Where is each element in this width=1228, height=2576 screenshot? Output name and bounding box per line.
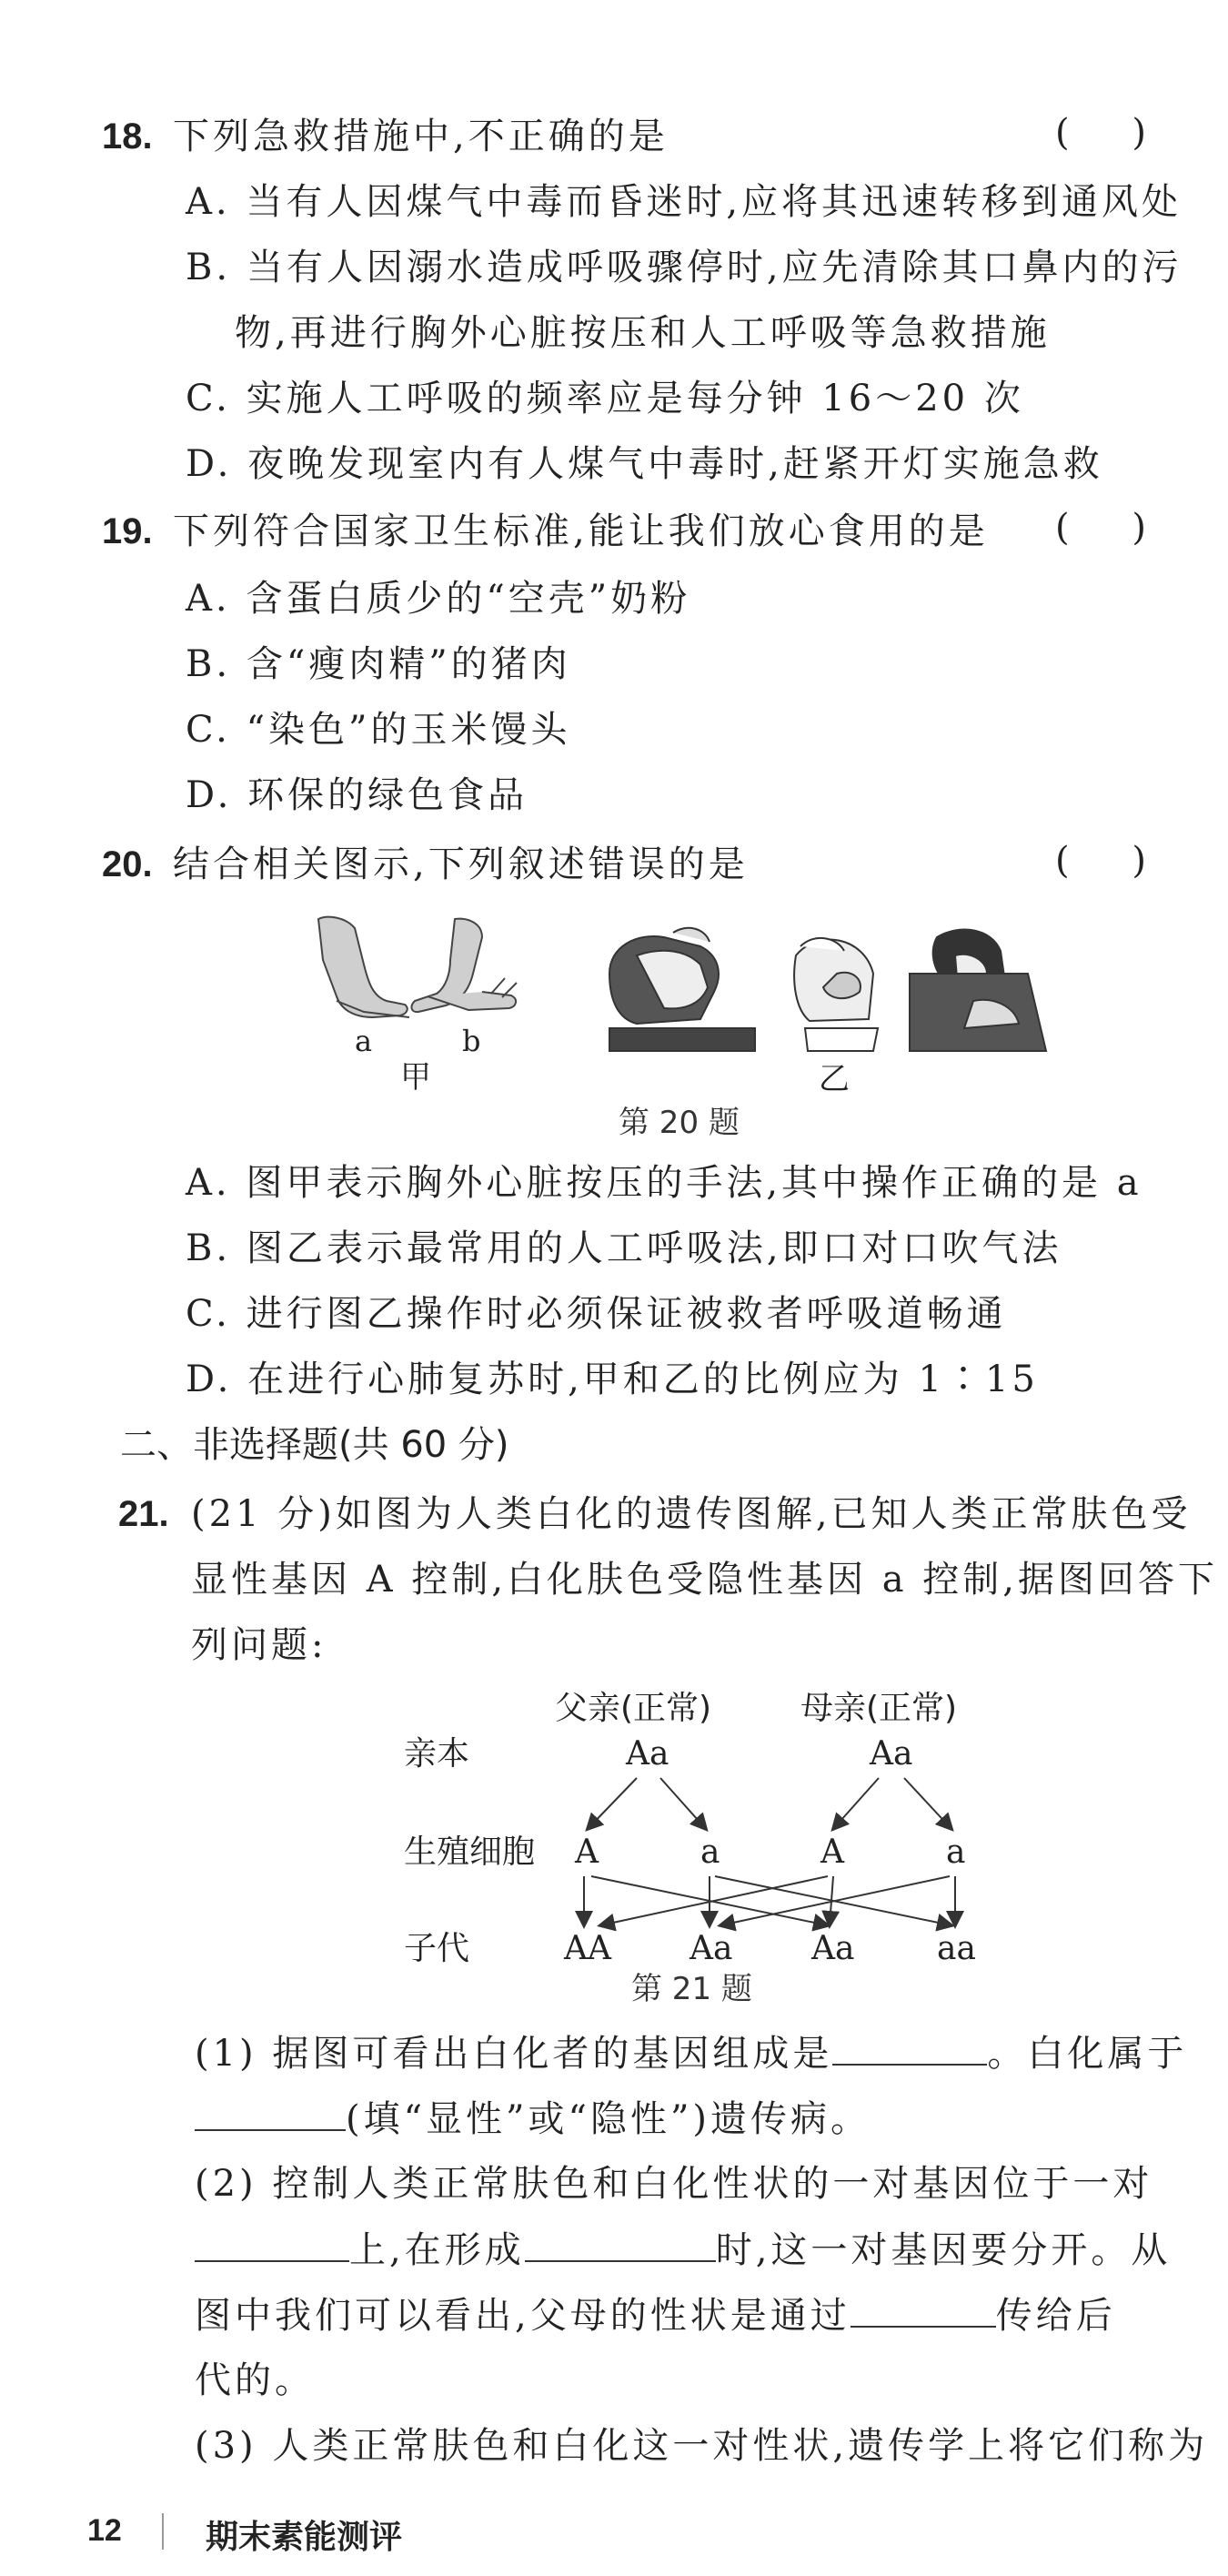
q18-option-b-line1: B. 当有人因溺水造成呼吸骤停时,应先清除其口鼻内的污 <box>186 247 1183 288</box>
q21-sub1-line1 <box>195 2029 1187 2077</box>
diagram-offspring-2: Aa <box>689 1930 733 1967</box>
answer-bracket-20[interactable]: ( ) <box>1055 840 1172 882</box>
page-number: 12 <box>87 2513 122 2548</box>
question-18-stem: 下列急救措施中,不正确的是 <box>173 116 669 157</box>
q21-sub2-line4: 代的。 <box>195 2359 315 2401</box>
q21-sub2-line1: (2) 控制人类正常肤色和白化性状的一对基因位于一对 <box>195 2163 1153 2205</box>
question-21-line1: (21 分)如图为人类白化的遗传图解,已知人类正常肤色受 <box>191 1493 1192 1535</box>
q20-option-b: B. 图乙表示最常用的人工呼吸法,即口对口吹气法 <box>186 1227 1062 1269</box>
q19-option-c: C. “染色”的玉米馒头 <box>186 709 571 751</box>
q21-sub2-text-d: 图中我们可以看出,父母的性状是通过 <box>195 2295 851 2337</box>
footer-title: 期末素能测评 <box>206 2519 403 2556</box>
q21-sub2-text-e: 传给后 <box>995 2295 1116 2337</box>
q21-sub1-text-c: (填“显性”或“隐性”)遗传病。 <box>346 2098 871 2140</box>
question-20-number: 20. <box>102 844 153 884</box>
q18-option-a: A. 当有人因煤气中毒而昏迷时,应将其迅速转移到通风处 <box>186 181 1183 223</box>
figure-20-label-b: b <box>462 1024 481 1058</box>
figure-21-caption: 第 21 题 <box>631 1971 752 2007</box>
answer-blank-germ-cell[interactable] <box>525 2226 716 2262</box>
q21-sub2-line2 <box>195 2226 1171 2274</box>
footer-divider <box>162 2513 164 2550</box>
diagram-father-genotype: Aa <box>626 1735 669 1773</box>
diagram-gamete-3: A <box>820 1834 844 1871</box>
answer-blank-chromosome[interactable] <box>195 2226 349 2262</box>
diagram-mother-label: 母亲(正常) <box>800 1690 958 1727</box>
q20-option-a: A. 图甲表示胸外心脏按压的手法,其中操作正确的是 a <box>186 1162 1142 1204</box>
q20-option-c: C. 进行图乙操作时必须保证被救者呼吸道畅通 <box>186 1293 1007 1335</box>
diagram-row-offspring: 子代 <box>404 1930 470 1967</box>
diagram-row-parent: 亲本 <box>404 1735 470 1773</box>
section-2-heading: 二、非选择题(共 60 分) <box>120 1424 509 1466</box>
q21-sub2-text-b: 上,在形成 <box>349 2229 525 2271</box>
q18-option-c: C. 实施人工呼吸的频率应是每分钟 16～20 次 <box>186 378 1024 419</box>
diagram-offspring-4: aa <box>937 1930 976 1967</box>
q19-option-a: A. 含蛋白质少的“空壳”奶粉 <box>186 578 691 620</box>
q21-sub1-text-b: 。白化属于 <box>987 2033 1188 2075</box>
figure-20-caption: 第 20 题 <box>619 1105 740 1141</box>
q21-sub2-text-c: 时,这一对基因要分开。从 <box>715 2229 1172 2271</box>
question-21-line3: 列问题: <box>191 1624 327 1666</box>
q21-sub1-text-a: (1) 据图可看出白化者的基因组成是 <box>195 2033 833 2075</box>
question-19-number: 19. <box>102 511 153 551</box>
q18-option-d: D. 夜晚发现室内有人煤气中毒时,赶紧开灯实施急救 <box>186 443 1103 485</box>
diagram-father-label: 父亲(正常) <box>555 1690 712 1727</box>
q18-option-b-line2: 物,再进行胸外心脏按压和人工呼吸等急救措施 <box>235 312 1051 354</box>
q20-option-d: D. 在进行心肺复苏时,甲和乙的比例应为 1∶15 <box>186 1359 1039 1400</box>
diagram-offspring-1: AA <box>564 1930 611 1967</box>
question-19-stem: 下列符合国家卫生标准,能让我们放心食用的是 <box>173 510 989 552</box>
diagram-row-gamete: 生殖细胞 <box>404 1834 536 1871</box>
answer-bracket-19[interactable]: ( ) <box>1055 507 1172 549</box>
q19-option-d: D. 环保的绿色食品 <box>186 774 528 816</box>
q21-sub3-line1: (3) 人类正常肤色和白化这一对性状,遗传学上将它们称为 <box>195 2425 1209 2467</box>
answer-blank-genotype[interactable] <box>832 2029 987 2066</box>
question-20-stem: 结合相关图示,下列叙述错误的是 <box>173 844 749 885</box>
q19-option-b: B. 含“瘦肉精”的猪肉 <box>186 643 571 685</box>
question-21-line2: 显性基因 A 控制,白化肤色受隐性基因 a 控制,据图回答下 <box>191 1559 1219 1601</box>
q21-sub2-line3 <box>195 2291 1116 2339</box>
answer-blank-dominance[interactable] <box>195 2095 346 2131</box>
diagram-offspring-3: Aa <box>811 1930 855 1967</box>
question-18-number: 18. <box>102 116 153 157</box>
figure-20-label-jia: 甲 <box>400 1059 431 1096</box>
answer-blank-inheritance[interactable] <box>851 2291 996 2328</box>
diagram-gamete-1: A <box>575 1834 599 1871</box>
answer-bracket-18[interactable]: ( ) <box>1055 112 1172 154</box>
figure-20-label-yi: 乙 <box>819 1061 850 1097</box>
diagram-mother-genotype: Aa <box>870 1735 913 1773</box>
diagram-gamete-2: a <box>700 1834 720 1871</box>
q21-sub1-line2 <box>195 2095 871 2143</box>
figure-20-label-a: a <box>355 1024 373 1058</box>
diagram-gamete-4: a <box>946 1834 966 1871</box>
question-21-number: 21. <box>118 1494 169 1534</box>
